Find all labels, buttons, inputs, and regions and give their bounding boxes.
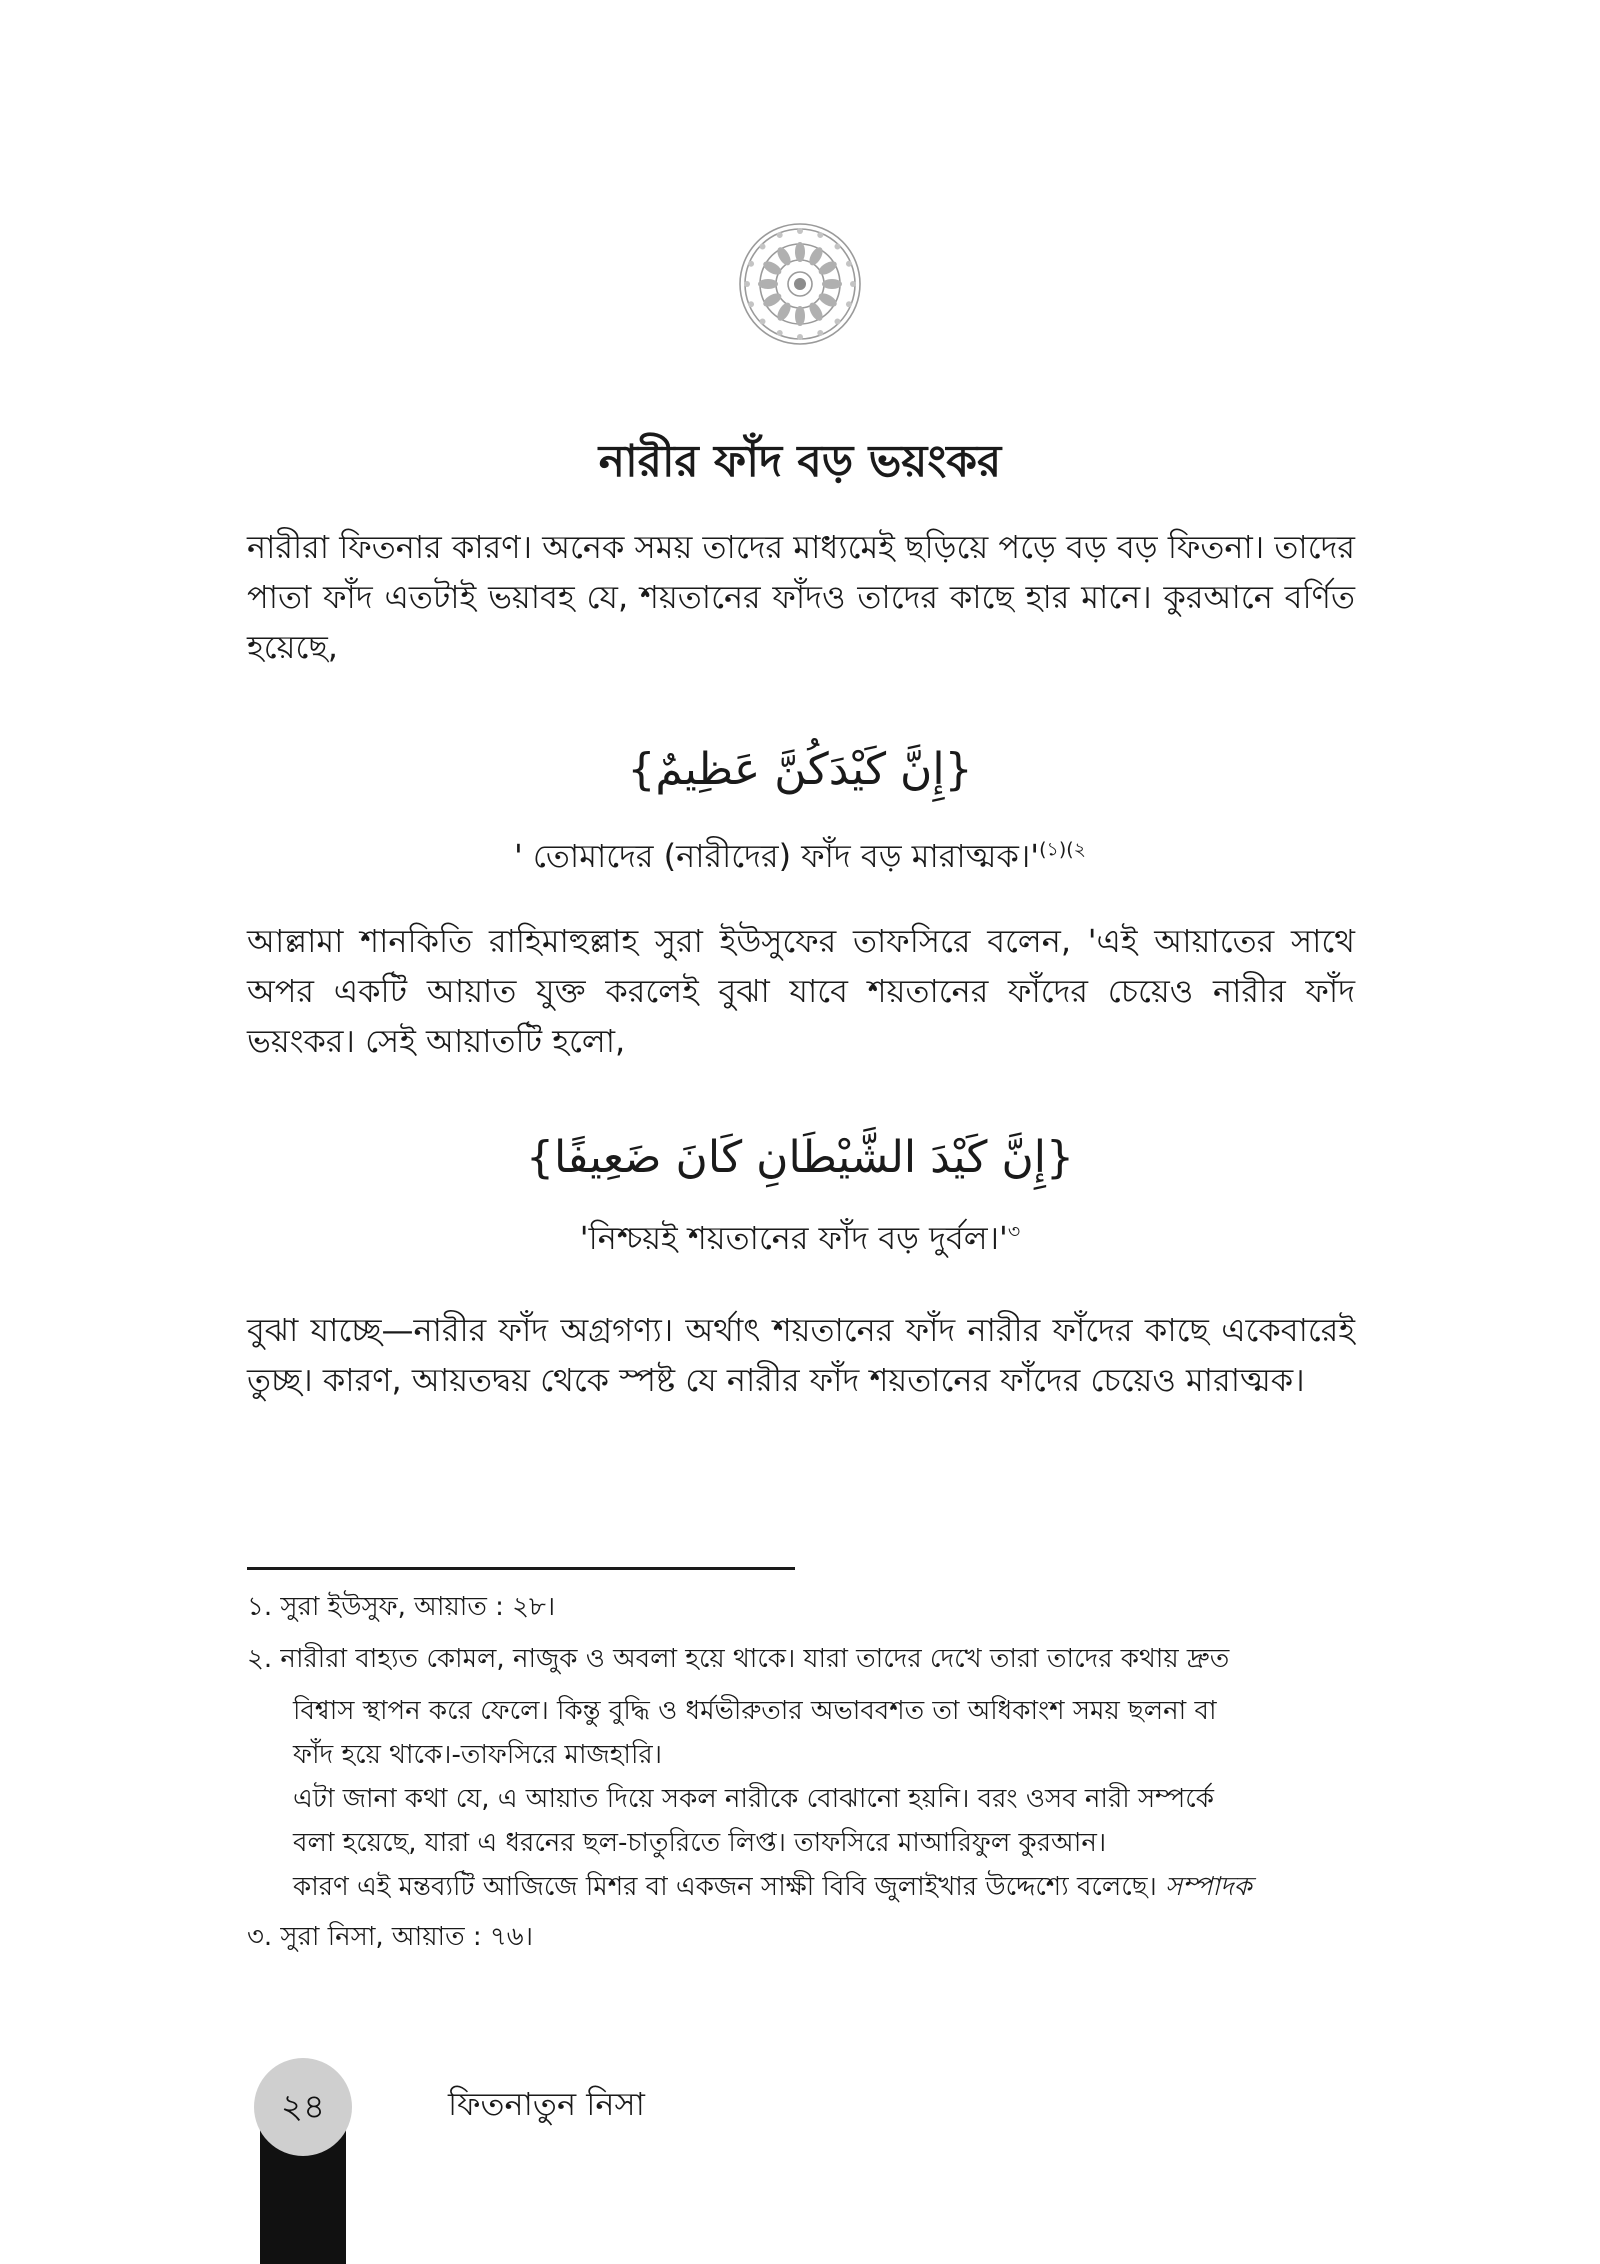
body-paragraph-1: নারীরা ফিতনার কারণ। অনেক সময় তাদের মাধ্যমেই ছড়িয়ে পড়ে বড় বড় ফিতনা। তাদের পাতা ফাঁদ এতটাই ভয়াবহ যে, শয়তানের ফাঁদও তাদের কাছে হার মানে। কুরআনে বর্ণিত হয়েছে,	[247, 528, 1355, 666]
body-paragraph-3: বুঝা যাচ্ছে—নারীর ফাঁদ অগ্রগণ্য। অর্থাৎ শয়তানের ফাঁদ নারীর ফাঁদের কাছে একেবারেই তুচ্ছ। কারণ, আয়তদ্বয় থেকে স্পষ্ট যে নারীর ফাঁদ শয়তানের ফাঁদের চেয়েও মারাত্মক।	[247, 1311, 1355, 1399]
footnote-2-line-1: ২. নারীরা বাহ্যত কোমল, নাজুক ও অবলা হয়ে থাকে। যারা তাদের দেখে তারা তাদের কথায় দ্রুত	[247, 1644, 1230, 1674]
footnote-2-line-4: এটা জানা কথা যে, এ আয়াত দিয়ে সকল নারীকে বোঝানো হয়নি। বরং ওসব নারী সম্পর্কে	[293, 1784, 1214, 1814]
footnote-2-line-5: বলা হয়েছে, যারা এ ধরনের ছল-চাতুরিতে লিপ্ত। তাফসিরে মাআরিফুল কুরআন।	[293, 1828, 1107, 1858]
footnotes-section	[247, 1585, 1367, 1967]
verse-1-translation-text: ' তোমাদের (নারীদের) ফাঁদ বড় মারাত্মক।'	[513, 837, 1040, 875]
editor-note: সম্পাদক	[1165, 1872, 1252, 1902]
footnote-divider	[247, 1567, 795, 1570]
mandala-ornament-icon	[738, 222, 862, 346]
footnote-2-line-6	[247, 1865, 1367, 1909]
footnote-2-line-3: ফাঁদ হয়ে থাকে।-তাফসিরে মাজহারি।	[293, 1740, 662, 1770]
chapter-heading: নারীর ফাঁদ বড় ভয়ংকর	[598, 436, 1002, 487]
verse-2-translation-text: 'নিশ্চয়ই শয়তানের ফাঁদ বড় দুর্বল।'	[579, 1219, 1008, 1257]
footnote-ref-1-2: (১)(২	[1039, 838, 1087, 861]
footnote-2-line-2: বিশ্বাস স্থাপন করে ফেলে। কিন্তু বুদ্ধি ও ধর্মভীরুতার অভাববশত তা অধিকাংশ সময় ছলনা বা	[293, 1696, 1217, 1726]
page-number-badge: ২৪	[254, 2058, 352, 2156]
verse-1-translation	[0, 832, 1600, 880]
footnote-3: ৩. সুরা নিসা, আয়াত : ৭৬।	[247, 1922, 534, 1952]
book-title-footer: ফিতনাতুন নিসা	[448, 2085, 645, 2123]
arabic-verse-1: {إِنَّ كَيْدَكُنَّ عَظِيمٌ}	[627, 744, 973, 795]
body-paragraph-2: আল্লামা শানকিতি রাহিমাহুল্লাহ সুরা ইউসুফের তাফসিরে বলেন, 'এই আয়াতের সাথে অপর একটি আয়াত যুক্ত করলেই বুঝা যাবে শয়তানের ফাঁদের চেয়েও নারীর ফাঁদ ভয়ংকর। সেই আয়াতটি হলো,	[247, 922, 1355, 1060]
footnote-ref-3: ৩	[1007, 1220, 1021, 1243]
verse-2-translation	[0, 1214, 1600, 1262]
footnote-1: ১. সুরা ইউসুফ, আয়াত : ২৮।	[247, 1592, 556, 1622]
arabic-verse-2: {إِنَّ كَيْدَ الشَّيْطَانِ كَانَ ضَعِيفًا}	[526, 1132, 1074, 1183]
footnote-2-line-6-text: কারণ এই মন্তব্যটি আজিজে মিশর বা একজন সাক্ষী বিবি জুলাইখার উদ্দেশ্যে বলেছে।	[293, 1872, 1157, 1902]
